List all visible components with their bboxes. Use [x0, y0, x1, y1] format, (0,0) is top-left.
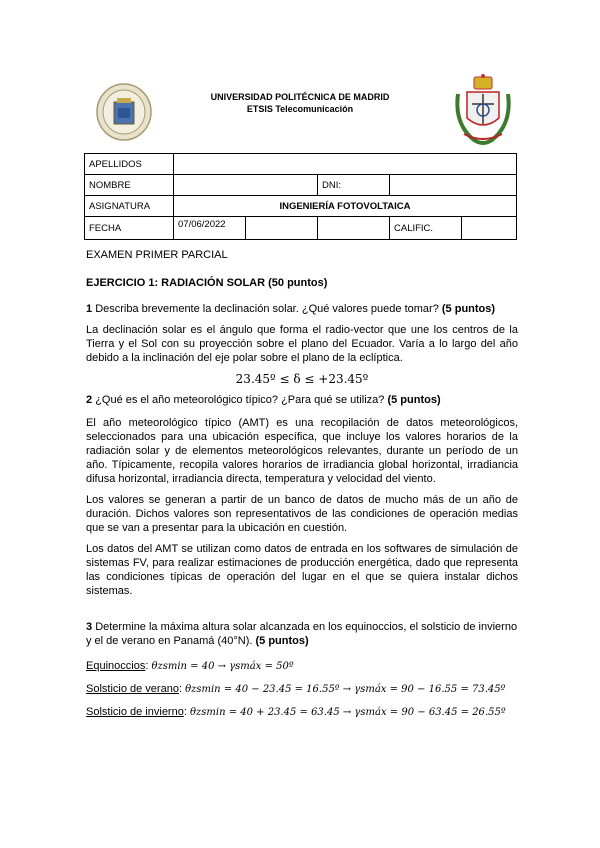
school-name: ETSIS Telecomunicación	[246, 104, 354, 114]
calif-label: CALIFIC.	[390, 217, 462, 240]
answer-1: La declinación solar es el ángulo que forma el radio-vector que une los centros de la Tierra y el Sol con su proyección sobre el plano del Ecuador. Varía a lo largo del año debido a la inclinación del eje polar sobre el plano de la eclíptica.	[86, 324, 518, 364]
nombre-field[interactable]	[174, 175, 318, 196]
dni-field[interactable]	[390, 175, 517, 196]
declination-formula: 23.45º ≤ δ ≤ +23.45º	[235, 372, 369, 386]
fecha-cell-3	[318, 217, 390, 240]
university-seal-logo	[95, 82, 153, 142]
asignatura-value: INGENIERÍA FOTOVOLTAICA	[174, 196, 517, 217]
question-1-number: 1	[86, 303, 93, 315]
invierno-equation: θzsmin = 40 + 23.45 = 63.45 → γsmáx = 90 − 63.45 = 26.55º	[189, 707, 506, 718]
university-name: UNIVERSIDAD POLITÉCNICA DE MADRID	[210, 92, 390, 102]
result-verano: Solsticio de verano: θzsmin = 40 − 23.45 = 16.55º → γsmáx = 90 − 16.55 = 73.45º	[86, 683, 506, 695]
result-equinoccios: Equinoccios: θzsmin = 40 → γsmáx = 50º	[86, 660, 294, 672]
result-invierno: Solsticio de invierno: θzsmin = 40 + 23.45 = 63.45 → γsmáx = 90 − 63.45 = 26.55º	[86, 706, 506, 718]
question-2	[86, 393, 518, 407]
question-1-points: (5 puntos)	[441, 303, 496, 315]
invierno-label: Solsticio de invierno	[86, 706, 184, 718]
exam-content	[86, 248, 518, 726]
calif-field[interactable]	[462, 217, 517, 240]
question-2-text: ¿Qué es el año meteorológico típico? ¿Para qué se utiliza?	[95, 394, 385, 406]
equinoccios-equation: θzsmin = 40 → γsmáx = 50º	[151, 661, 294, 672]
nombre-row	[85, 175, 517, 196]
school-crest-logo	[452, 74, 514, 146]
fecha-cell-2	[246, 217, 318, 240]
apellidos-label: APELLIDOS	[85, 154, 174, 175]
exam-title: EXAMEN PRIMER PARCIAL	[86, 249, 228, 261]
dni-label: DNI:	[318, 175, 390, 196]
document-header	[150, 91, 450, 115]
question-3-number: 3	[86, 621, 93, 633]
fecha-label: FECHA	[85, 217, 174, 240]
asignatura-row	[85, 196, 517, 217]
verano-label: Solsticio de verano	[86, 683, 179, 695]
question-2-number: 2	[86, 394, 93, 406]
question-1-text: Describa brevemente la declinación solar. ¿Qué valores puede tomar?	[95, 303, 439, 315]
question-1	[86, 302, 518, 316]
fecha-row	[85, 217, 517, 240]
answer-2-paragraph-1: El año meteorológico típico (AMT) es una recopilación de datos meteorológicos, seleccionados para una ubicación específica, que incluye los valores horarios de la radiación solar y de elementos meteorológicos relevantes, durante un período de un año. Típicamente, recopila valores horarios de irradiancia global horizontal, irradiancia difusa horizontal, irradiancia directa, temperatura y velocidad del viento.	[86, 417, 518, 485]
answer-2-paragraph-3: Los datos del AMT se utilizan como datos de entrada en los softwares de simulación de sistemas FV, para realizar estimaciones de producción energética, dado que representa las condiciones típicas de operación del lugar en el que se quiera instalar dichos sistemas.	[86, 543, 518, 597]
question-3-text: Determine la máxima altura solar alcanzada en los equinoccios, el solsticio de invierno y el de verano en Panamá (40°N).	[86, 621, 518, 647]
apellidos-row	[85, 154, 517, 175]
question-3-points: (5 puntos)	[255, 635, 309, 647]
verano-equation: θzsmin = 40 − 23.45 = 16.55º → γsmáx = 90 − 16.55 = 73.45º	[185, 684, 506, 695]
apellidos-field[interactable]	[174, 154, 517, 175]
question-2-points: (5 puntos)	[387, 394, 441, 406]
student-info-table	[84, 153, 517, 240]
fecha-value: 07/06/2022	[174, 217, 246, 240]
question-3	[86, 620, 518, 648]
exercise-title: EJERCICIO 1: RADIACIÓN SOLAR (50 puntos)	[86, 277, 328, 289]
equinoccios-label: Equinoccios	[86, 660, 146, 672]
nombre-label: NOMBRE	[85, 175, 174, 196]
asignatura-label: ASIGNATURA	[85, 196, 174, 217]
answer-2-paragraph-2: Los valores se generan a partir de un banco de datos de mucho más de un año de duración. Dichos valores son representativos de las condiciones de operación medias que se van a presentar para la ubicación en cuestión.	[86, 494, 518, 534]
